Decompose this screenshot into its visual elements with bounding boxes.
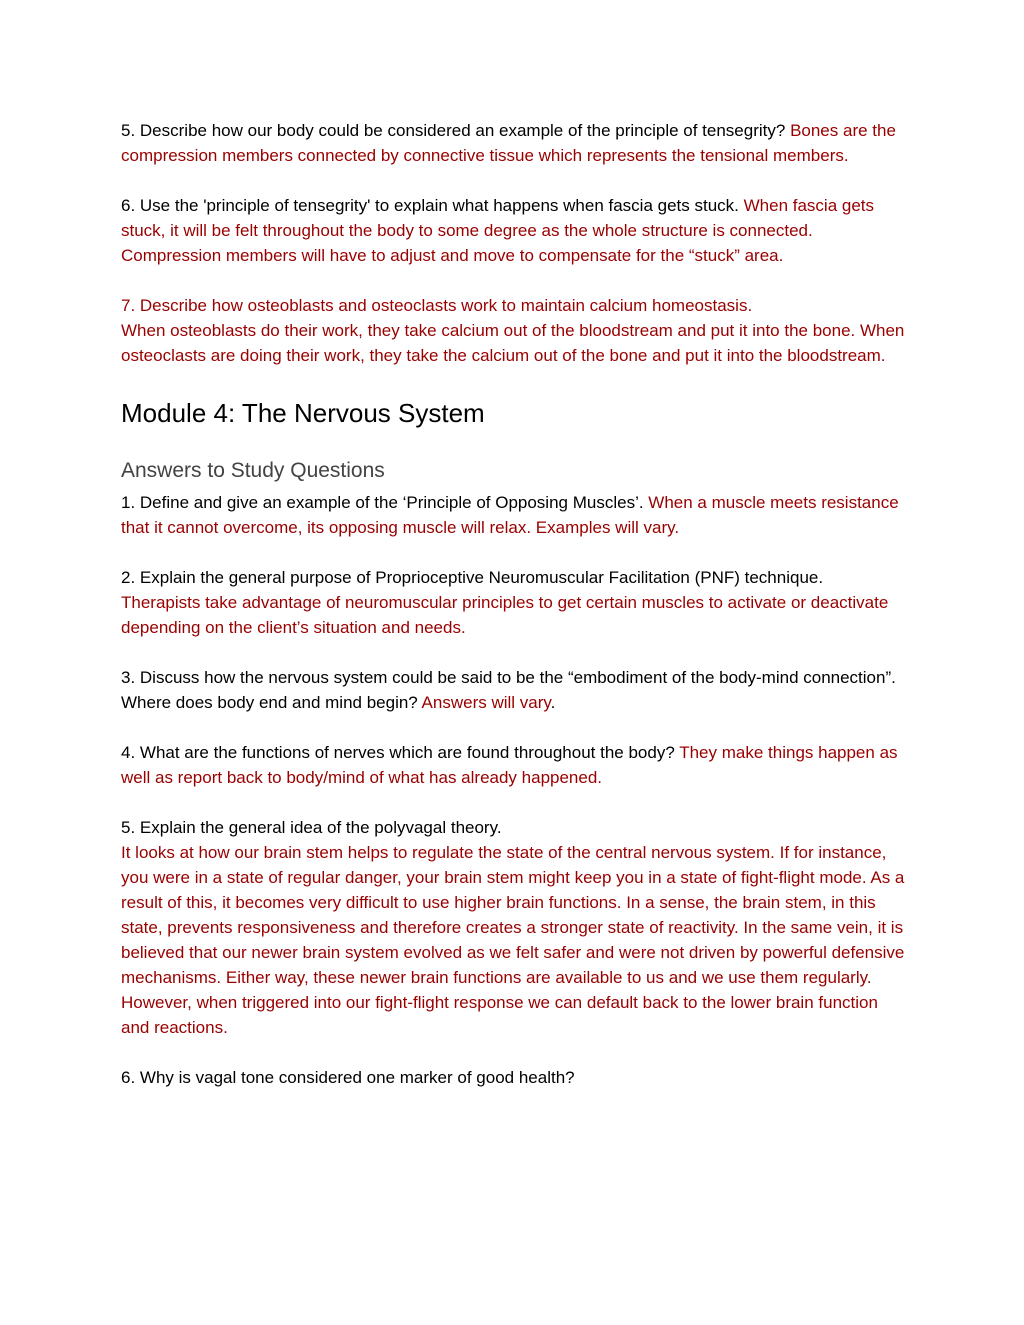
answer-text: When fascia gets stuck, it will be felt throughout the body to some degree as the whole structure is connected. Compression members will have to adjust and move to compensate for the “stuck” area. (121, 196, 875, 265)
question-7-calcium (121, 293, 906, 368)
answer-text: Answers will vary (421, 693, 551, 712)
module4-question-5 (121, 815, 906, 1040)
section-heading: Answers to Study Questions (121, 459, 385, 482)
module4-question-1 (121, 490, 906, 540)
question-text: 5. Explain the general idea of the polyvagal theory. (121, 818, 502, 837)
answer-text: Therapists take advantage of neuromuscular principles to get certain muscles to activate or deactivate depending on the client’s situation and needs. (121, 593, 889, 637)
question-text: 7. Describe how osteoblasts and osteoclasts work to maintain calcium homeostasis. (121, 296, 753, 315)
module4-question-2 (121, 565, 906, 640)
answer-text: They make things happen as well as report back to body/mind of what has already happened. (121, 743, 898, 787)
question-text: 6. Use the 'principle of tensegrity' to explain what happens when fascia gets stuck. (121, 196, 744, 215)
module4-question-6 (121, 1065, 906, 1090)
question-text: 2. Explain the general purpose of Proprioceptive Neuromuscular Facilitation (PNF) technique. (121, 568, 824, 587)
question-text: 3. Discuss how the nervous system could be said to be the “embodiment of the body-mind connection”. Where does body end and mind begin? (121, 668, 896, 712)
answer-text: When a muscle meets resistance that it cannot overcome, its opposing muscle will relax. Examples will vary. (121, 493, 899, 537)
question-text: 4. What are the functions of nerves which are found throughout the body? (121, 743, 680, 762)
module-heading: Module 4: The Nervous System (121, 398, 485, 428)
question-6-fascia (121, 193, 906, 268)
answer-suffix: . (550, 693, 556, 712)
module4-question-4 (121, 740, 906, 790)
question-5-tensegrity (121, 118, 906, 168)
question-text: 6. Why is vagal tone considered one marker of good health? (121, 1068, 575, 1087)
answer-text: When osteoblasts do their work, they take calcium out of the bloodstream and put it into the bone. When osteoclasts are doing their work, they take the calcium out of the bone and put it into the bloodstream. (121, 321, 905, 365)
answer-text: Bones are the compression members connected by connective tissue which represents the tensional members. (121, 121, 896, 165)
answer-text: It looks at how our brain stem helps to regulate the state of the central nervous system. If for instance, you were in a state of regular danger, your brain stem might keep you in a state of fight-flight mode. As a result of this, it becomes very difficult to use higher brain functions. In a sense, the brain stem, in this state, prevents responsiveness and therefore creates a stronger state of reactivity. In the same vein, it is believed that our newer brain system evolved as we felt safer and were not driven by powerful defensive mechanisms. Either way, these newer brain functions are available to us and we use them regularly. However, when triggered into our fight-flight response we can default back to the lower brain function and reactions. (121, 843, 905, 1037)
question-text: 1. Define and give an example of the ‘Principle of Opposing Muscles’. (121, 493, 649, 512)
document-page (121, 118, 906, 1090)
question-text: 5. Describe how our body could be considered an example of the principle of tensegrity? (121, 121, 791, 140)
module4-question-3 (121, 665, 906, 715)
